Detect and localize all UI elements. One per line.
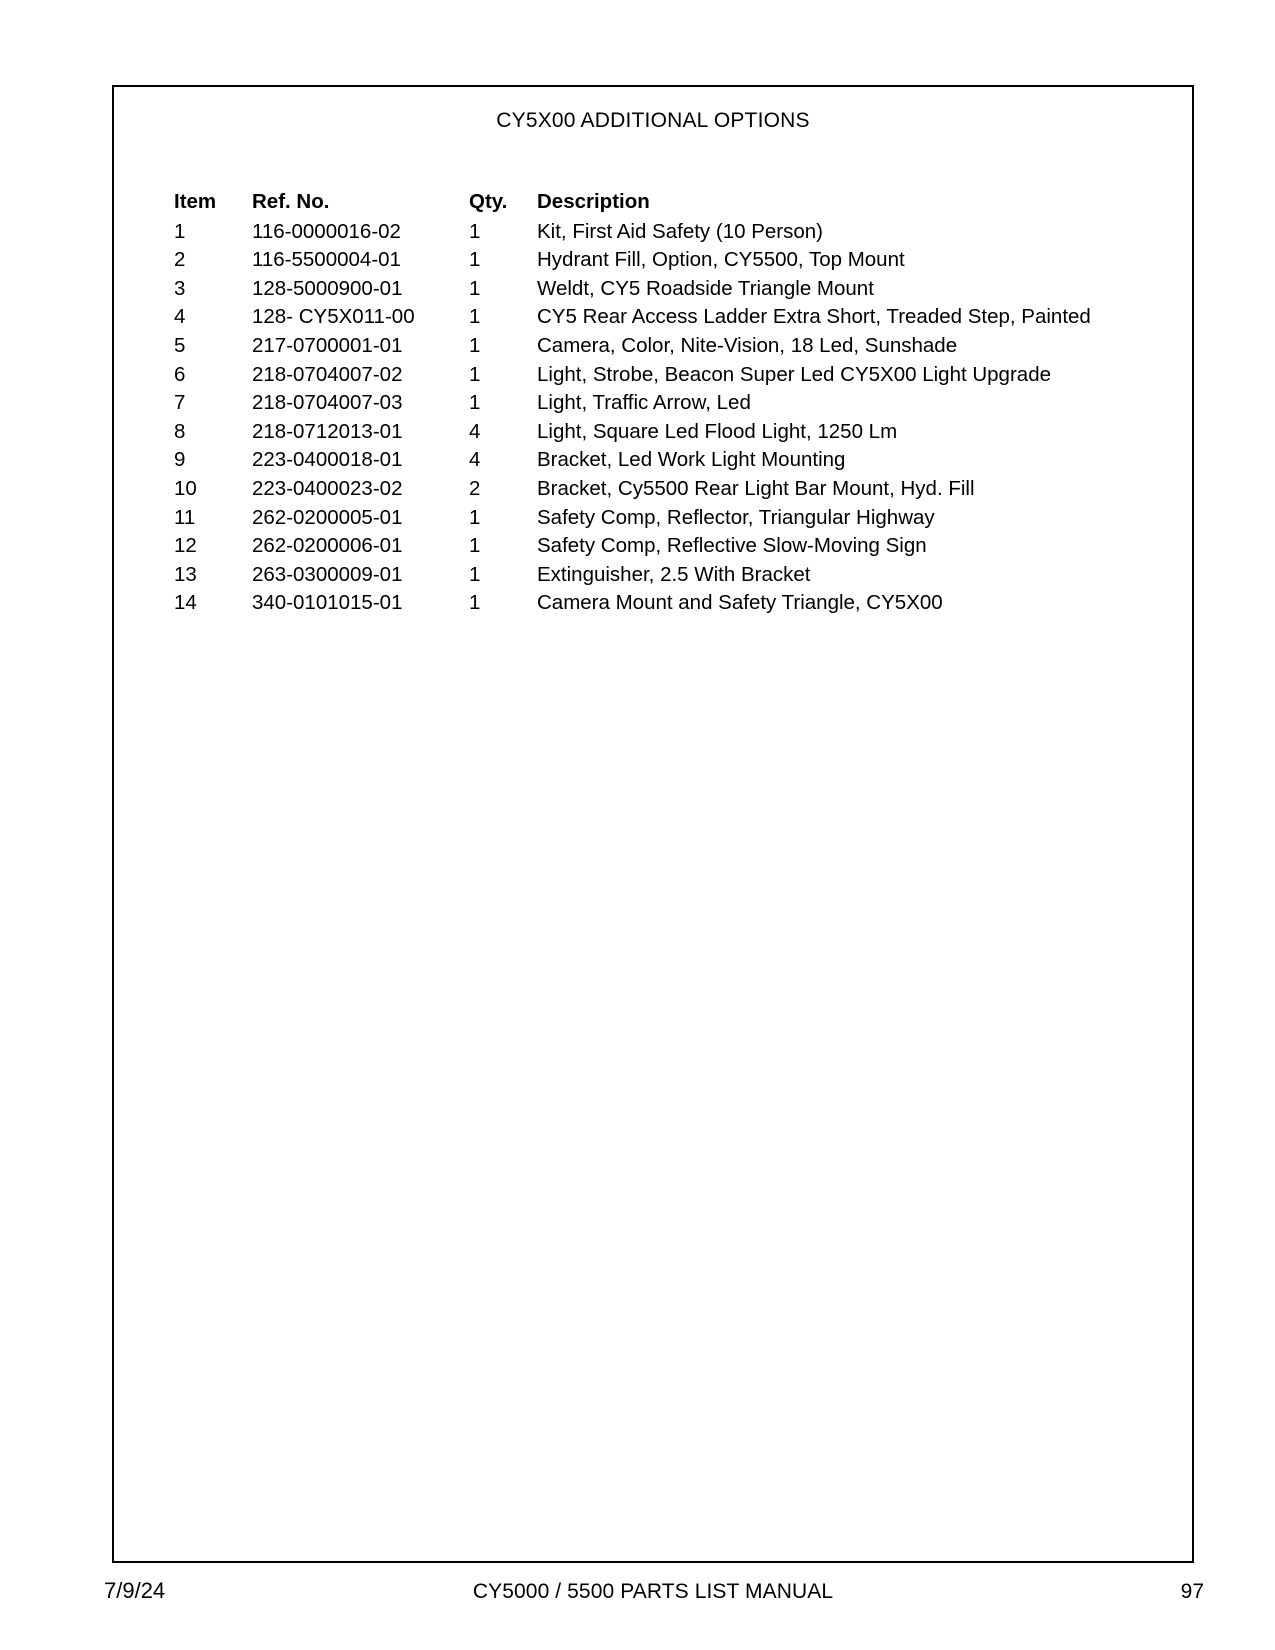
cell-ref-no: 223-0400023-02 [252, 476, 403, 500]
cell-ref-no: 218-0704007-03 [252, 391, 403, 415]
cell-item: 6 [174, 362, 186, 386]
cell-description: CY5 Rear Access Ladder Extra Short, Treaded Step, Painted [537, 305, 1091, 329]
cell-description: Camera, Color, Nite-Vision, 18 Led, Sunshade [537, 333, 958, 357]
cell-ref-no: 218-0712013-01 [252, 419, 403, 443]
table-row [174, 504, 1091, 533]
cell-ref-no: 116-0000016-02 [252, 219, 401, 243]
cell-qty: 2 [469, 476, 481, 500]
cell-description: Light, Square Led Flood Light, 1250 Lm [537, 419, 898, 443]
cell-qty: 1 [469, 391, 481, 415]
cell-description: Light, Strobe, Beacon Super Led CY5X00 Light Upgrade [537, 362, 1051, 386]
document-content-frame [112, 85, 1194, 1563]
table-row [174, 561, 1091, 590]
table-row [174, 275, 1091, 304]
cell-item: 10 [174, 476, 197, 500]
page-title: CY5X00 ADDITIONAL OPTIONS [496, 109, 810, 132]
cell-ref-no: 340-0101015-01 [252, 591, 403, 615]
table-row [174, 389, 1091, 418]
cell-item: 3 [174, 276, 186, 300]
table-row [174, 303, 1091, 332]
cell-description: Hydrant Fill, Option, CY5500, Top Mount [537, 248, 905, 272]
table-row [174, 589, 1091, 618]
cell-ref-no: 262-0200005-01 [252, 505, 403, 529]
table-row [174, 332, 1091, 361]
cell-ref-no: 223-0400018-01 [252, 448, 403, 472]
table-header [174, 188, 1091, 218]
cell-ref-no: 263-0300009-01 [252, 562, 403, 586]
cell-description: Light, Traffic Arrow, Led [537, 391, 751, 415]
cell-qty: 4 [469, 419, 481, 443]
cell-ref-no: 116-5500004-01 [252, 248, 401, 272]
cell-description: Safety Comp, Reflector, Triangular Highway [537, 505, 935, 529]
cell-item: 1 [174, 219, 186, 243]
cell-description: Bracket, Cy5500 Rear Light Bar Mount, Hyd. Fill [537, 476, 975, 500]
parts-list-table [174, 188, 1091, 618]
table-row [174, 475, 1091, 504]
cell-ref-no: 218-0704007-02 [252, 362, 403, 386]
table-body [174, 218, 1091, 618]
cell-qty: 1 [469, 219, 481, 243]
cell-qty: 1 [469, 305, 481, 329]
cell-qty: 1 [469, 248, 481, 272]
cell-qty: 1 [469, 505, 481, 529]
cell-qty: 1 [469, 333, 481, 357]
cell-item: 9 [174, 448, 186, 472]
footer-manual-title: CY5000 / 5500 PARTS LIST MANUAL [472, 1580, 834, 1603]
cell-ref-no: 217-0700001-01 [252, 333, 403, 357]
cell-item: 2 [174, 248, 186, 272]
cell-description: Weldt, CY5 Roadside Triangle Mount [537, 276, 874, 300]
table-row [174, 532, 1091, 561]
table-header-row [174, 188, 1091, 218]
cell-description: Kit, First Aid Safety (10 Person) [537, 219, 823, 243]
cell-qty: 1 [469, 562, 481, 586]
cell-item: 13 [174, 562, 197, 586]
cell-qty: 1 [469, 591, 481, 615]
footer-date: 7/9/24 [104, 1578, 166, 1603]
table-row [174, 361, 1091, 390]
cell-item: 7 [174, 391, 186, 415]
cell-description: Extinguisher, 2.5 With Bracket [537, 562, 811, 586]
column-header-item: Item [174, 190, 217, 213]
table-row [174, 418, 1091, 447]
cell-item: 4 [174, 305, 186, 329]
cell-qty: 1 [469, 276, 481, 300]
table-row [174, 246, 1091, 275]
column-header-ref-no: Ref. No. [252, 190, 330, 213]
cell-description: Bracket, Led Work Light Mounting [537, 448, 846, 472]
column-header-description: Description [537, 190, 650, 213]
cell-item: 11 [174, 505, 196, 529]
cell-qty: 1 [469, 362, 481, 386]
cell-description: Camera Mount and Safety Triangle, CY5X00 [537, 591, 943, 615]
cell-qty: 1 [469, 534, 481, 558]
cell-ref-no: 128- CY5X011-00 [252, 305, 415, 329]
cell-item: 14 [174, 591, 197, 615]
cell-item: 12 [174, 534, 197, 558]
page-footer [104, 1578, 1204, 1618]
cell-qty: 4 [469, 448, 481, 472]
cell-description: Safety Comp, Reflective Slow-Moving Sign [537, 534, 927, 558]
cell-ref-no: 128-5000900-01 [252, 276, 403, 300]
cell-item: 5 [174, 333, 186, 357]
footer-page-number: 97 [1180, 1580, 1204, 1603]
cell-item: 8 [174, 419, 186, 443]
column-header-qty: Qty. [469, 190, 508, 213]
cell-ref-no: 262-0200006-01 [252, 534, 403, 558]
table-row [174, 446, 1091, 475]
table-row [174, 218, 1091, 247]
